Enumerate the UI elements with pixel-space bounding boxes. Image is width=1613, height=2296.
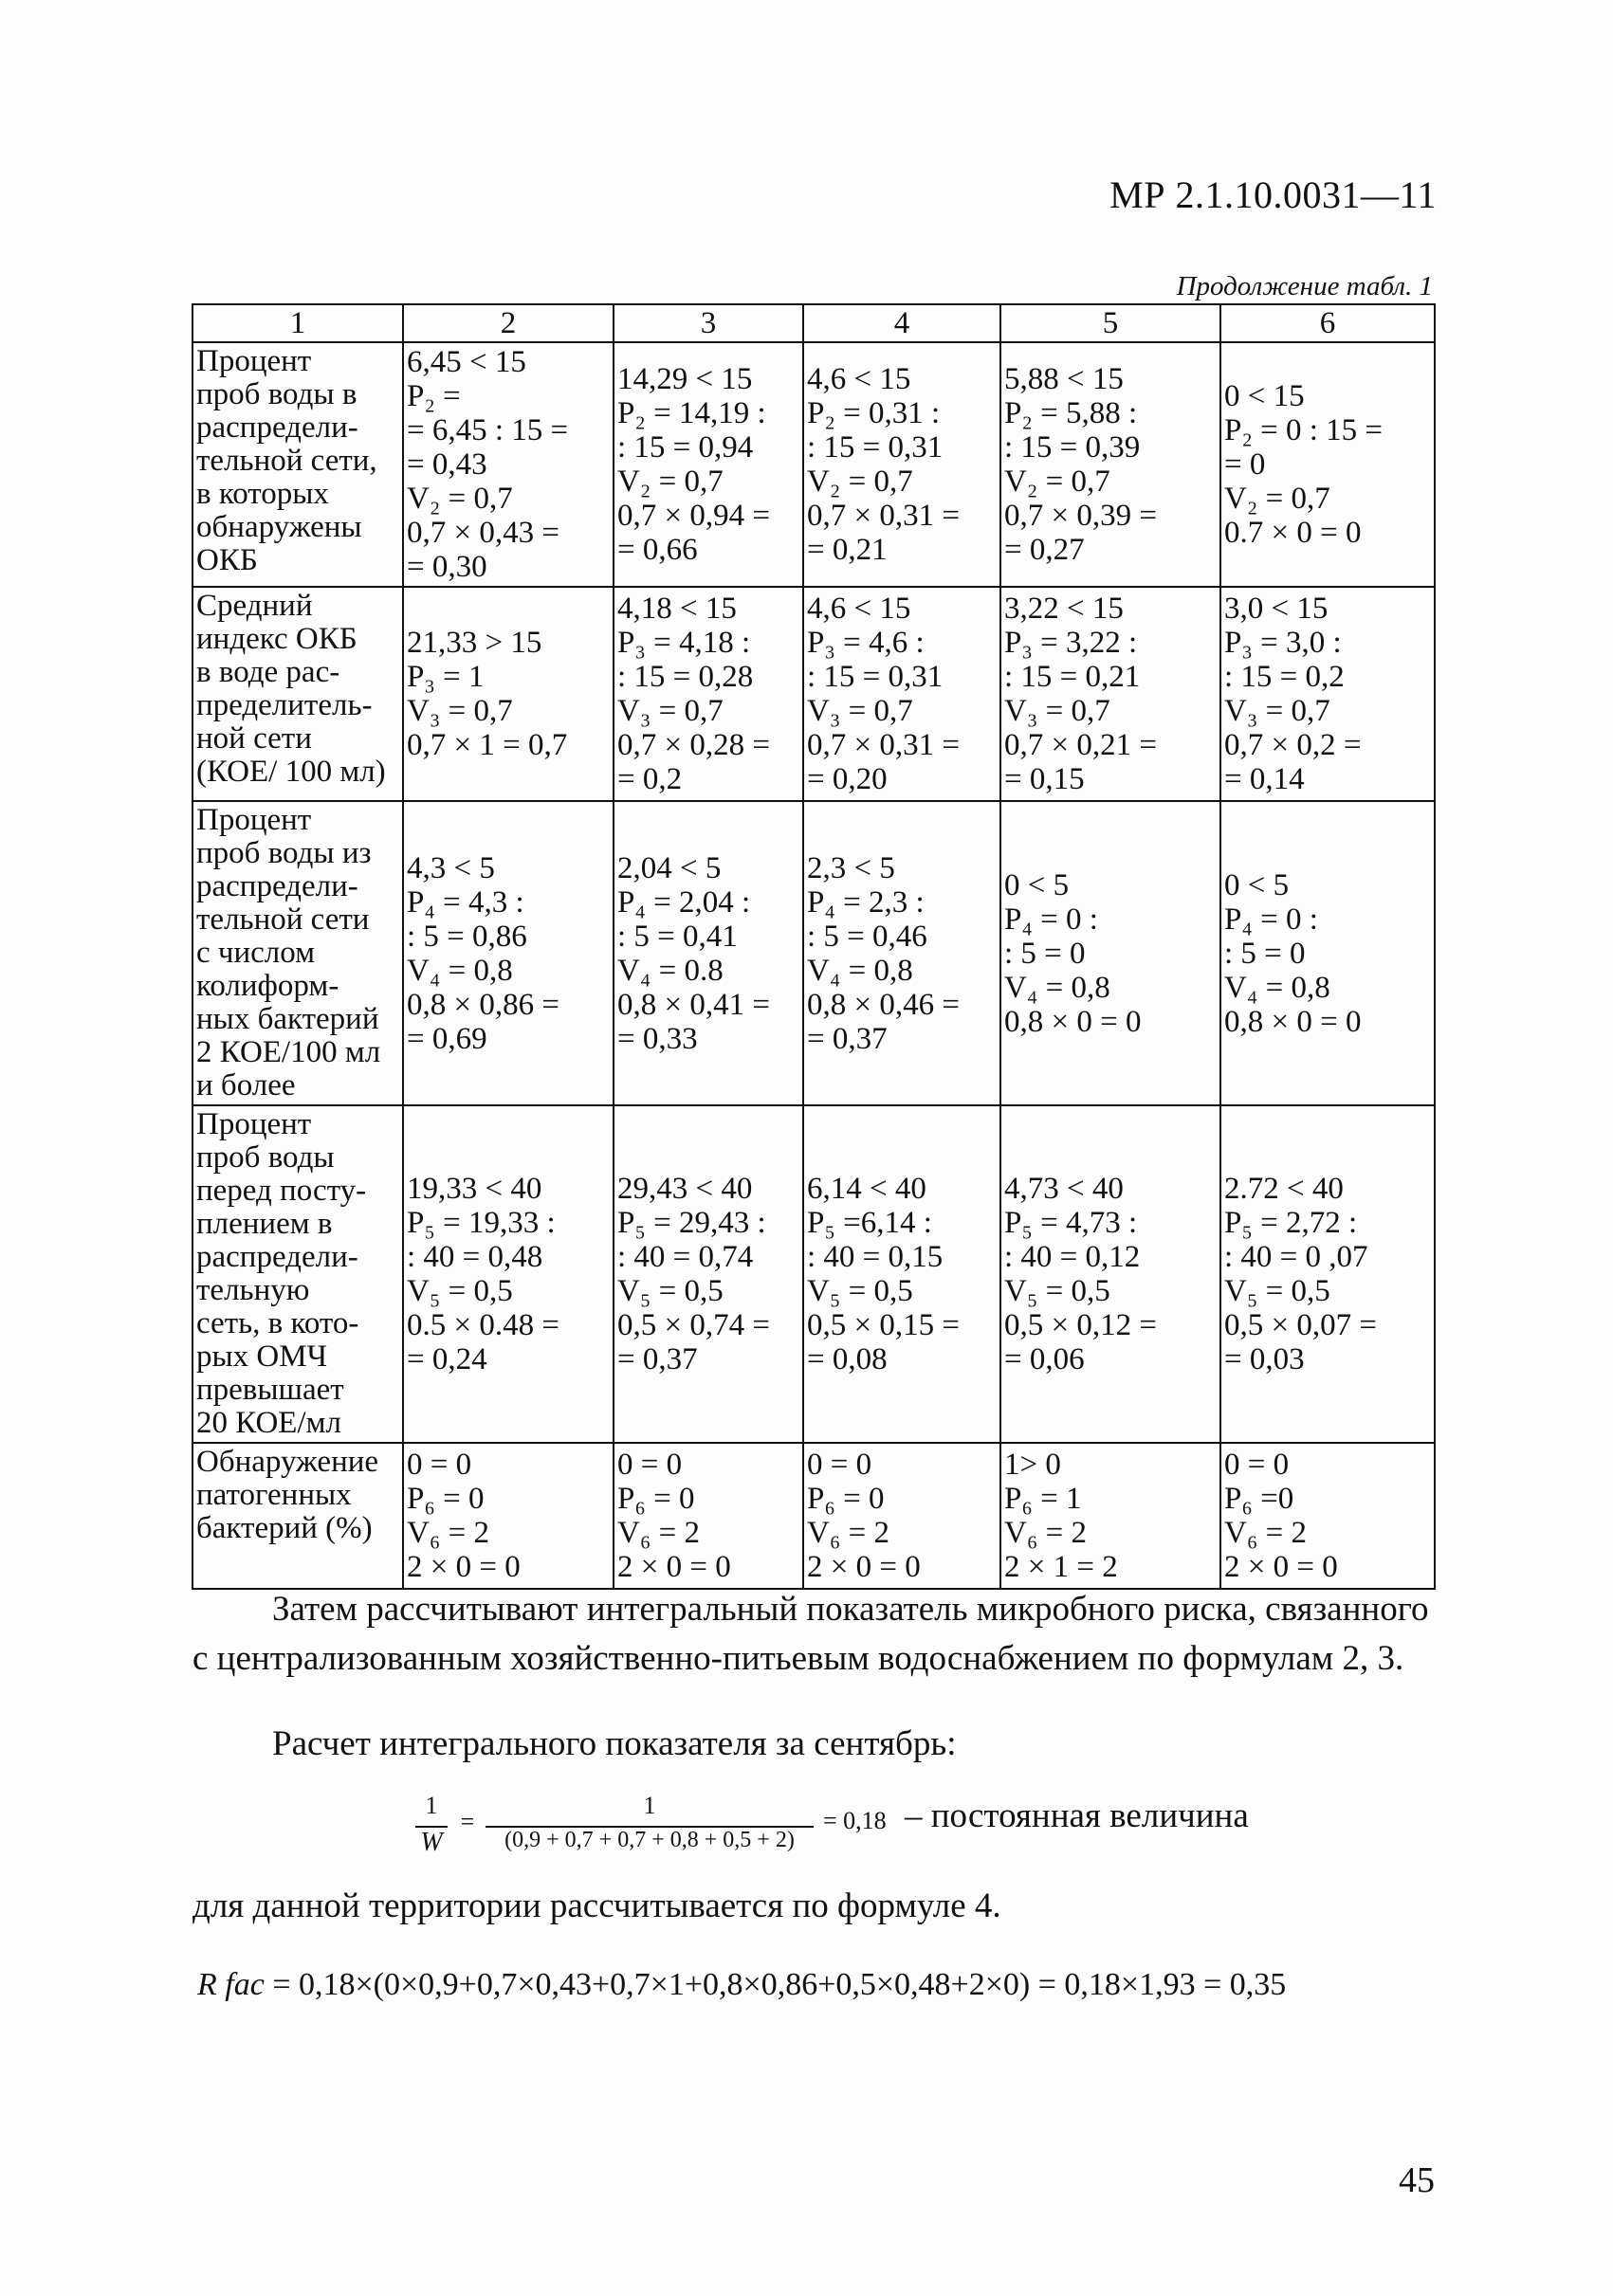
calc-cell-col-3 — [614, 1105, 803, 1443]
row-indicator-line: Средний — [196, 589, 313, 623]
formula-rfac-expression: = 0,18×(0×0,9+0,7×0,43+0,7×1+0,8×0,86+0,5×0,48+2×0) = 0,18×1,93 = 0,35 — [264, 1967, 1287, 2002]
calc-line: V₅ = 0,5 — [1224, 1274, 1330, 1308]
calc-line: P₃ = 3,0 : — [1224, 626, 1342, 660]
calc-line: = 0,2 — [617, 762, 683, 796]
calc-line: = 0,66 — [617, 533, 698, 567]
table-continuation-label: Продолжение табл. 1 — [1176, 271, 1433, 301]
calc-line: 2 × 0 = 0 — [617, 1550, 731, 1584]
calc-line: P₅ = 4,73 : — [1004, 1206, 1138, 1240]
calc-line: P₅ =6,14 : — [807, 1206, 932, 1240]
calc-cell-col-4 — [803, 801, 1000, 1105]
calc-line: P₂ = 0 : 15 = — [1224, 413, 1383, 447]
calc-line: 14,29 < 15 — [617, 362, 753, 396]
calc-line: = 0,33 — [617, 1021, 698, 1056]
table-body — [192, 342, 1435, 1589]
calc-line: P₂ = 14,19 : — [617, 396, 766, 430]
row-indicator-line: индекс ОКБ — [196, 622, 357, 656]
row-indicator-line: распредели- — [196, 410, 358, 445]
row-indicator-line: тельной сети, — [196, 444, 377, 478]
fraction-rhs-denominator: (0,9 + 0,7 + 0,7 + 0,8 + 0,5 + 2) — [504, 1828, 795, 1852]
row-indicator-line: превышает — [196, 1373, 344, 1407]
calc-line: : 40 = 0,74 — [617, 1240, 754, 1274]
calc-line: P₃ = 3,22 : — [1004, 626, 1138, 660]
calc-line: = 0,37 — [807, 1021, 888, 1056]
calc-line: P₄ = 4,3 : — [407, 884, 524, 920]
calc-line: 0 = 0 — [1224, 1448, 1290, 1482]
calc-line: V₆ = 2 — [1224, 1516, 1307, 1550]
calc-line: 0,8 × 0 = 0 — [1224, 1004, 1362, 1039]
calc-line: 4,3 < 5 — [407, 850, 495, 885]
calc-line: : 15 = 0,31 — [807, 660, 944, 694]
row-indicator-line: Обнаружение — [196, 1445, 379, 1479]
calc-line: 0,7 × 1 = 0,7 — [407, 728, 568, 762]
calc-line: 19,33 < 40 — [407, 1172, 542, 1206]
calc-line: 0,5 × 0,74 = — [617, 1308, 770, 1342]
calc-cell-col-6 — [1220, 1443, 1435, 1589]
calc-line: 0 = 0 — [617, 1448, 683, 1482]
calc-line: 3,22 < 15 — [1004, 592, 1124, 626]
table-header-row — [192, 304, 1435, 342]
fraction-lhs-denominator: W — [420, 1828, 443, 1857]
calc-line: P₅ = 29,43 : — [617, 1206, 766, 1240]
table-row — [192, 342, 1435, 587]
calc-line: : 5 = 0 — [1224, 936, 1306, 971]
calc-line: = 0,27 — [1004, 533, 1085, 567]
calc-line: V₄ = 0,8 — [1224, 970, 1330, 1005]
calc-line: 0 = 0 — [407, 1448, 472, 1482]
calc-line: V₄ = 0,8 — [407, 953, 513, 988]
calc-line: = 0,30 — [407, 550, 487, 584]
calc-line: P₂ = 5,88 : — [1004, 396, 1138, 430]
row-indicator-line: колиформ- — [196, 969, 339, 1003]
row-indicator-line: ОКБ — [196, 543, 258, 577]
table-row — [192, 1105, 1435, 1443]
row-indicator-line: ной сети — [196, 721, 312, 756]
row-indicator-line: распредели- — [196, 1240, 358, 1274]
column-header-2: 2 — [403, 304, 614, 342]
row-indicator-cell — [192, 801, 403, 1105]
calc-cell-col-5 — [1000, 801, 1220, 1105]
calc-line: P₆ = 1 — [1004, 1482, 1082, 1516]
row-indicator-line: рых ОМЧ — [196, 1339, 328, 1374]
calc-line: = 0,08 — [807, 1342, 888, 1376]
calc-line: 4,18 < 15 — [617, 592, 737, 626]
calc-line: : 40 = 0,12 — [1004, 1240, 1141, 1274]
calc-line: 21,33 > 15 — [407, 626, 542, 660]
calc-line: : 15 = 0,28 — [617, 660, 754, 694]
calc-line: : 5 = 0,86 — [407, 919, 527, 954]
calc-line: = 0,24 — [407, 1342, 487, 1376]
paragraph-september-calc: Расчет интегрального показателя за сентябрь: — [272, 1724, 957, 1763]
calc-line: V₆ = 2 — [807, 1516, 889, 1550]
calc-line: = 0,03 — [1224, 1342, 1305, 1376]
calc-line: V₃ = 0,7 — [617, 694, 724, 728]
calc-cell-col-4 — [803, 1105, 1000, 1443]
calc-line: V₅ = 0,5 — [407, 1274, 513, 1308]
row-indicator-line: проб воды в — [196, 377, 357, 411]
calc-line: P₄ = 0 : — [1004, 902, 1098, 937]
formula-rfac — [197, 1967, 1286, 2003]
calc-line: = 6,45 : 15 = — [407, 413, 569, 447]
calc-line: 1> 0 — [1004, 1448, 1061, 1482]
column-header-1: 1 — [192, 304, 403, 342]
calc-line: 2,3 < 5 — [807, 850, 895, 885]
calc-line: V₆ = 2 — [617, 1516, 700, 1550]
calc-line: = 0,14 — [1224, 762, 1305, 796]
calc-line: 2 × 0 = 0 — [1224, 1550, 1338, 1584]
calc-line: 5,88 < 15 — [1004, 362, 1124, 396]
calc-cell-col-2 — [403, 342, 614, 587]
calc-line: 0 < 15 — [1224, 379, 1305, 413]
calc-line: 6,14 < 40 — [807, 1172, 926, 1206]
formula-rfac-variable: R fac — [197, 1967, 265, 2002]
calc-line: P₃ = 1 — [407, 660, 485, 694]
calc-line: V₆ = 2 — [1004, 1516, 1087, 1550]
calc-line: 0 < 5 — [1004, 867, 1070, 902]
calc-line: 0,7 × 0,31 = — [807, 499, 960, 533]
calc-line: V₆ = 2 — [407, 1516, 489, 1550]
row-indicator-line: тельной сети — [196, 902, 370, 937]
calc-line: 0.7 × 0 = 0 — [1224, 516, 1362, 550]
row-indicator-line: перед посту- — [196, 1174, 367, 1208]
calc-cell-col-5 — [1000, 342, 1220, 587]
calc-line: 0.5 × 0.48 = — [407, 1308, 559, 1342]
calc-line: 0,7 × 0,94 = — [617, 499, 770, 533]
calc-cell-col-2 — [403, 1443, 614, 1589]
calc-line: V₂ = 0,7 — [807, 465, 913, 499]
criteria-table — [192, 303, 1436, 1590]
fraction-rhs-numerator: 1 — [643, 1792, 656, 1819]
fraction-lhs-numerator: 1 — [425, 1792, 438, 1819]
calc-cell-col-6 — [1220, 587, 1435, 801]
calc-line: = 0,43 — [407, 447, 487, 482]
table-row — [192, 1443, 1435, 1589]
calc-cell-col-3 — [614, 1443, 803, 1589]
calc-cell-col-4 — [803, 1443, 1000, 1589]
calc-line: : 15 = 0,21 — [1004, 660, 1141, 694]
formula-result: = 0,18 — [823, 1807, 887, 1834]
calc-line: V₂ = 0,7 — [617, 465, 724, 499]
calc-cell-col-6 — [1220, 1105, 1435, 1443]
calc-line: 4,73 < 40 — [1004, 1172, 1124, 1206]
column-header-6: 6 — [1220, 304, 1435, 342]
row-indicator-line: Процент — [196, 1107, 312, 1141]
calc-line: V₄ = 0,8 — [1004, 970, 1110, 1005]
calc-line: : 15 = 0,31 — [807, 430, 944, 465]
row-indicator-line: в воде рас- — [196, 655, 340, 689]
calc-line: 0,7 × 0,28 = — [617, 728, 770, 762]
calc-cell-col-2 — [403, 587, 614, 801]
calc-line: : 5 = 0,41 — [617, 919, 738, 954]
calc-line: P₂ = 0,31 : — [807, 396, 941, 430]
calc-cell-col-4 — [803, 587, 1000, 801]
row-indicator-line: (КОЕ/ 100 мл) — [196, 755, 386, 789]
row-indicator-line: патогенных — [196, 1478, 352, 1512]
calc-line: V₂ = 0,7 — [1224, 482, 1330, 516]
calc-line: V₅ = 0,5 — [1004, 1274, 1110, 1308]
calc-line: = 0 — [1224, 447, 1266, 482]
calc-line: 29,43 < 40 — [617, 1172, 753, 1206]
row-indicator-cell — [192, 342, 403, 587]
document-code: МР 2.1.10.0031—11 — [1109, 173, 1437, 216]
calc-line: 0,7 × 0,39 = — [1004, 499, 1157, 533]
calc-line: P₆ = 0 — [407, 1482, 485, 1516]
calc-line: V₃ = 0,7 — [1224, 694, 1330, 728]
calc-line: : 15 = 0,39 — [1004, 430, 1141, 465]
calc-line: P₃ = 4,6 : — [807, 626, 925, 660]
calc-line: 0,7 × 0,21 = — [1004, 728, 1157, 762]
calc-line: 4,6 < 15 — [807, 362, 911, 396]
calc-line: P₆ =0 — [1224, 1482, 1294, 1516]
calc-cell-col-6 — [1220, 801, 1435, 1105]
calc-line: V₄ = 0,8 — [807, 953, 913, 988]
calc-line: 0,5 × 0,12 = — [1004, 1308, 1157, 1342]
page-number: 45 — [1399, 2160, 1435, 2200]
calc-line: V₃ = 0,7 — [407, 694, 513, 728]
row-indicator-line: 20 КОЕ/мл — [196, 1406, 341, 1440]
calc-line: 0,7 × 0,2 = — [1224, 728, 1362, 762]
calc-line: 0,7 × 0,43 = — [407, 516, 559, 550]
calc-cell-col-5 — [1000, 1443, 1220, 1589]
calc-line: : 5 = 0,46 — [807, 919, 927, 954]
row-indicator-line: с числом — [196, 936, 316, 970]
calc-line: P₄ = 2,3 : — [807, 884, 925, 920]
row-indicator-line: пределитель- — [196, 688, 373, 722]
row-indicator-line: в которых — [196, 477, 329, 511]
calc-line: = 0,15 — [1004, 762, 1085, 796]
calc-line: P₃ = 4,18 : — [617, 626, 751, 660]
row-indicator-cell — [192, 1105, 403, 1443]
paragraph-integral-intro: Затем рассчитывают интегральный показатель микробного риска, связанного с централизованным хозяйственно-питьевым водоснабжением по формулам 2, 3. — [192, 1590, 1429, 1678]
row-indicator-line: обнаружены — [196, 510, 362, 544]
calc-line: 2.72 < 40 — [1224, 1172, 1344, 1206]
calc-line: P₆ = 0 — [617, 1482, 695, 1516]
paragraph-formula-ref: для данной территории рассчитывается по формуле 4. — [192, 1886, 1001, 1925]
calc-cell-col-4 — [803, 342, 1000, 587]
calc-cell-col-5 — [1000, 587, 1220, 801]
table-row — [192, 801, 1435, 1105]
calc-line: 0,8 × 0,46 = — [807, 987, 960, 1022]
row-indicator-line: проб воды — [196, 1140, 335, 1175]
row-indicator-line: Процент — [196, 803, 312, 837]
calc-line: P₄ = 2,04 : — [617, 884, 751, 920]
calc-line: 2,04 < 5 — [617, 850, 722, 885]
row-indicator-line: распредели- — [196, 869, 358, 903]
calc-line: V₅ = 0,5 — [617, 1274, 724, 1308]
calc-line: : 40 = 0,15 — [807, 1240, 944, 1274]
calc-cell-col-3 — [614, 587, 803, 801]
calc-line: 0 < 5 — [1224, 867, 1290, 902]
row-indicator-cell — [192, 1443, 403, 1589]
column-header-4: 4 — [803, 304, 1000, 342]
formula-tail-text: – постоянная величина — [905, 1796, 1249, 1835]
calc-line: : 5 = 0 — [1004, 936, 1086, 971]
calc-line: 0,5 × 0,15 = — [807, 1308, 960, 1342]
calc-line: V₅ = 0,5 — [807, 1274, 913, 1308]
calc-cell-col-2 — [403, 801, 614, 1105]
calc-line: P₅ = 19,33 : — [407, 1206, 556, 1240]
calc-line: 0,8 × 0,86 = — [407, 987, 559, 1022]
calc-line: 2 × 1 = 2 — [1004, 1550, 1118, 1584]
row-indicator-line: Процент — [196, 344, 312, 378]
row-indicator-cell — [192, 587, 403, 801]
calc-cell-col-6 — [1220, 342, 1435, 587]
row-indicator-line: бактерий (%) — [196, 1511, 373, 1545]
row-indicator-line: сеть, в кото- — [196, 1306, 359, 1340]
calc-line: = 0,37 — [617, 1342, 698, 1376]
calc-line: 3,0 < 15 — [1224, 592, 1329, 626]
calc-line: 6,45 < 15 — [407, 345, 526, 379]
calc-line: P₂ = — [407, 379, 461, 413]
calc-line: V₃ = 0,7 — [807, 694, 913, 728]
row-indicator-line: проб воды из — [196, 836, 372, 870]
row-indicator-line: и более — [196, 1068, 296, 1102]
calc-cell-col-2 — [403, 1105, 614, 1443]
calc-line: P₆ = 0 — [807, 1482, 885, 1516]
calc-line: V₂ = 0,7 — [407, 482, 513, 516]
calc-line: = 0,69 — [407, 1021, 487, 1056]
calc-line: : 40 = 0 ,07 — [1224, 1240, 1368, 1274]
column-header-3: 3 — [614, 304, 803, 342]
calc-cell-col-3 — [614, 801, 803, 1105]
calc-line: = 0,21 — [807, 533, 888, 567]
calc-line: 2 × 0 = 0 — [807, 1550, 921, 1584]
calc-cell-col-3 — [614, 342, 803, 587]
calc-line: 0,5 × 0,07 = — [1224, 1308, 1377, 1342]
formula-equals: = — [460, 1808, 475, 1835]
row-indicator-line: ных бактерий — [196, 1002, 379, 1036]
calc-line: 4,6 < 15 — [807, 592, 911, 626]
table-row — [192, 587, 1435, 801]
row-indicator-line: плением в — [196, 1207, 333, 1241]
calc-line: 0,8 × 0 = 0 — [1004, 1004, 1142, 1039]
row-indicator-line: 2 КОЕ/100 мл — [196, 1035, 381, 1069]
row-indicator-line: тельную — [196, 1273, 310, 1307]
calc-line: : 15 = 0,2 — [1224, 660, 1345, 694]
calc-line: P₄ = 0 : — [1224, 902, 1318, 937]
calc-line: 0,7 × 0,31 = — [807, 728, 960, 762]
calc-line: 0,8 × 0,41 = — [617, 987, 770, 1022]
calc-cell-col-5 — [1000, 1105, 1220, 1443]
calc-line: 2 × 0 = 0 — [407, 1550, 521, 1584]
calc-line: : 15 = 0,94 — [617, 430, 754, 465]
calc-line: P₅ = 2,72 : — [1224, 1206, 1358, 1240]
calc-line: V₄ = 0.8 — [617, 953, 724, 988]
calc-line: V₃ = 0,7 — [1004, 694, 1110, 728]
calc-line: = 0,20 — [807, 762, 888, 796]
calc-line: 0 = 0 — [807, 1448, 872, 1482]
column-header-5: 5 — [1000, 304, 1220, 342]
calc-line: : 40 = 0,48 — [407, 1240, 543, 1274]
calc-line: = 0,06 — [1004, 1342, 1085, 1376]
calc-line: V₂ = 0,7 — [1004, 465, 1110, 499]
